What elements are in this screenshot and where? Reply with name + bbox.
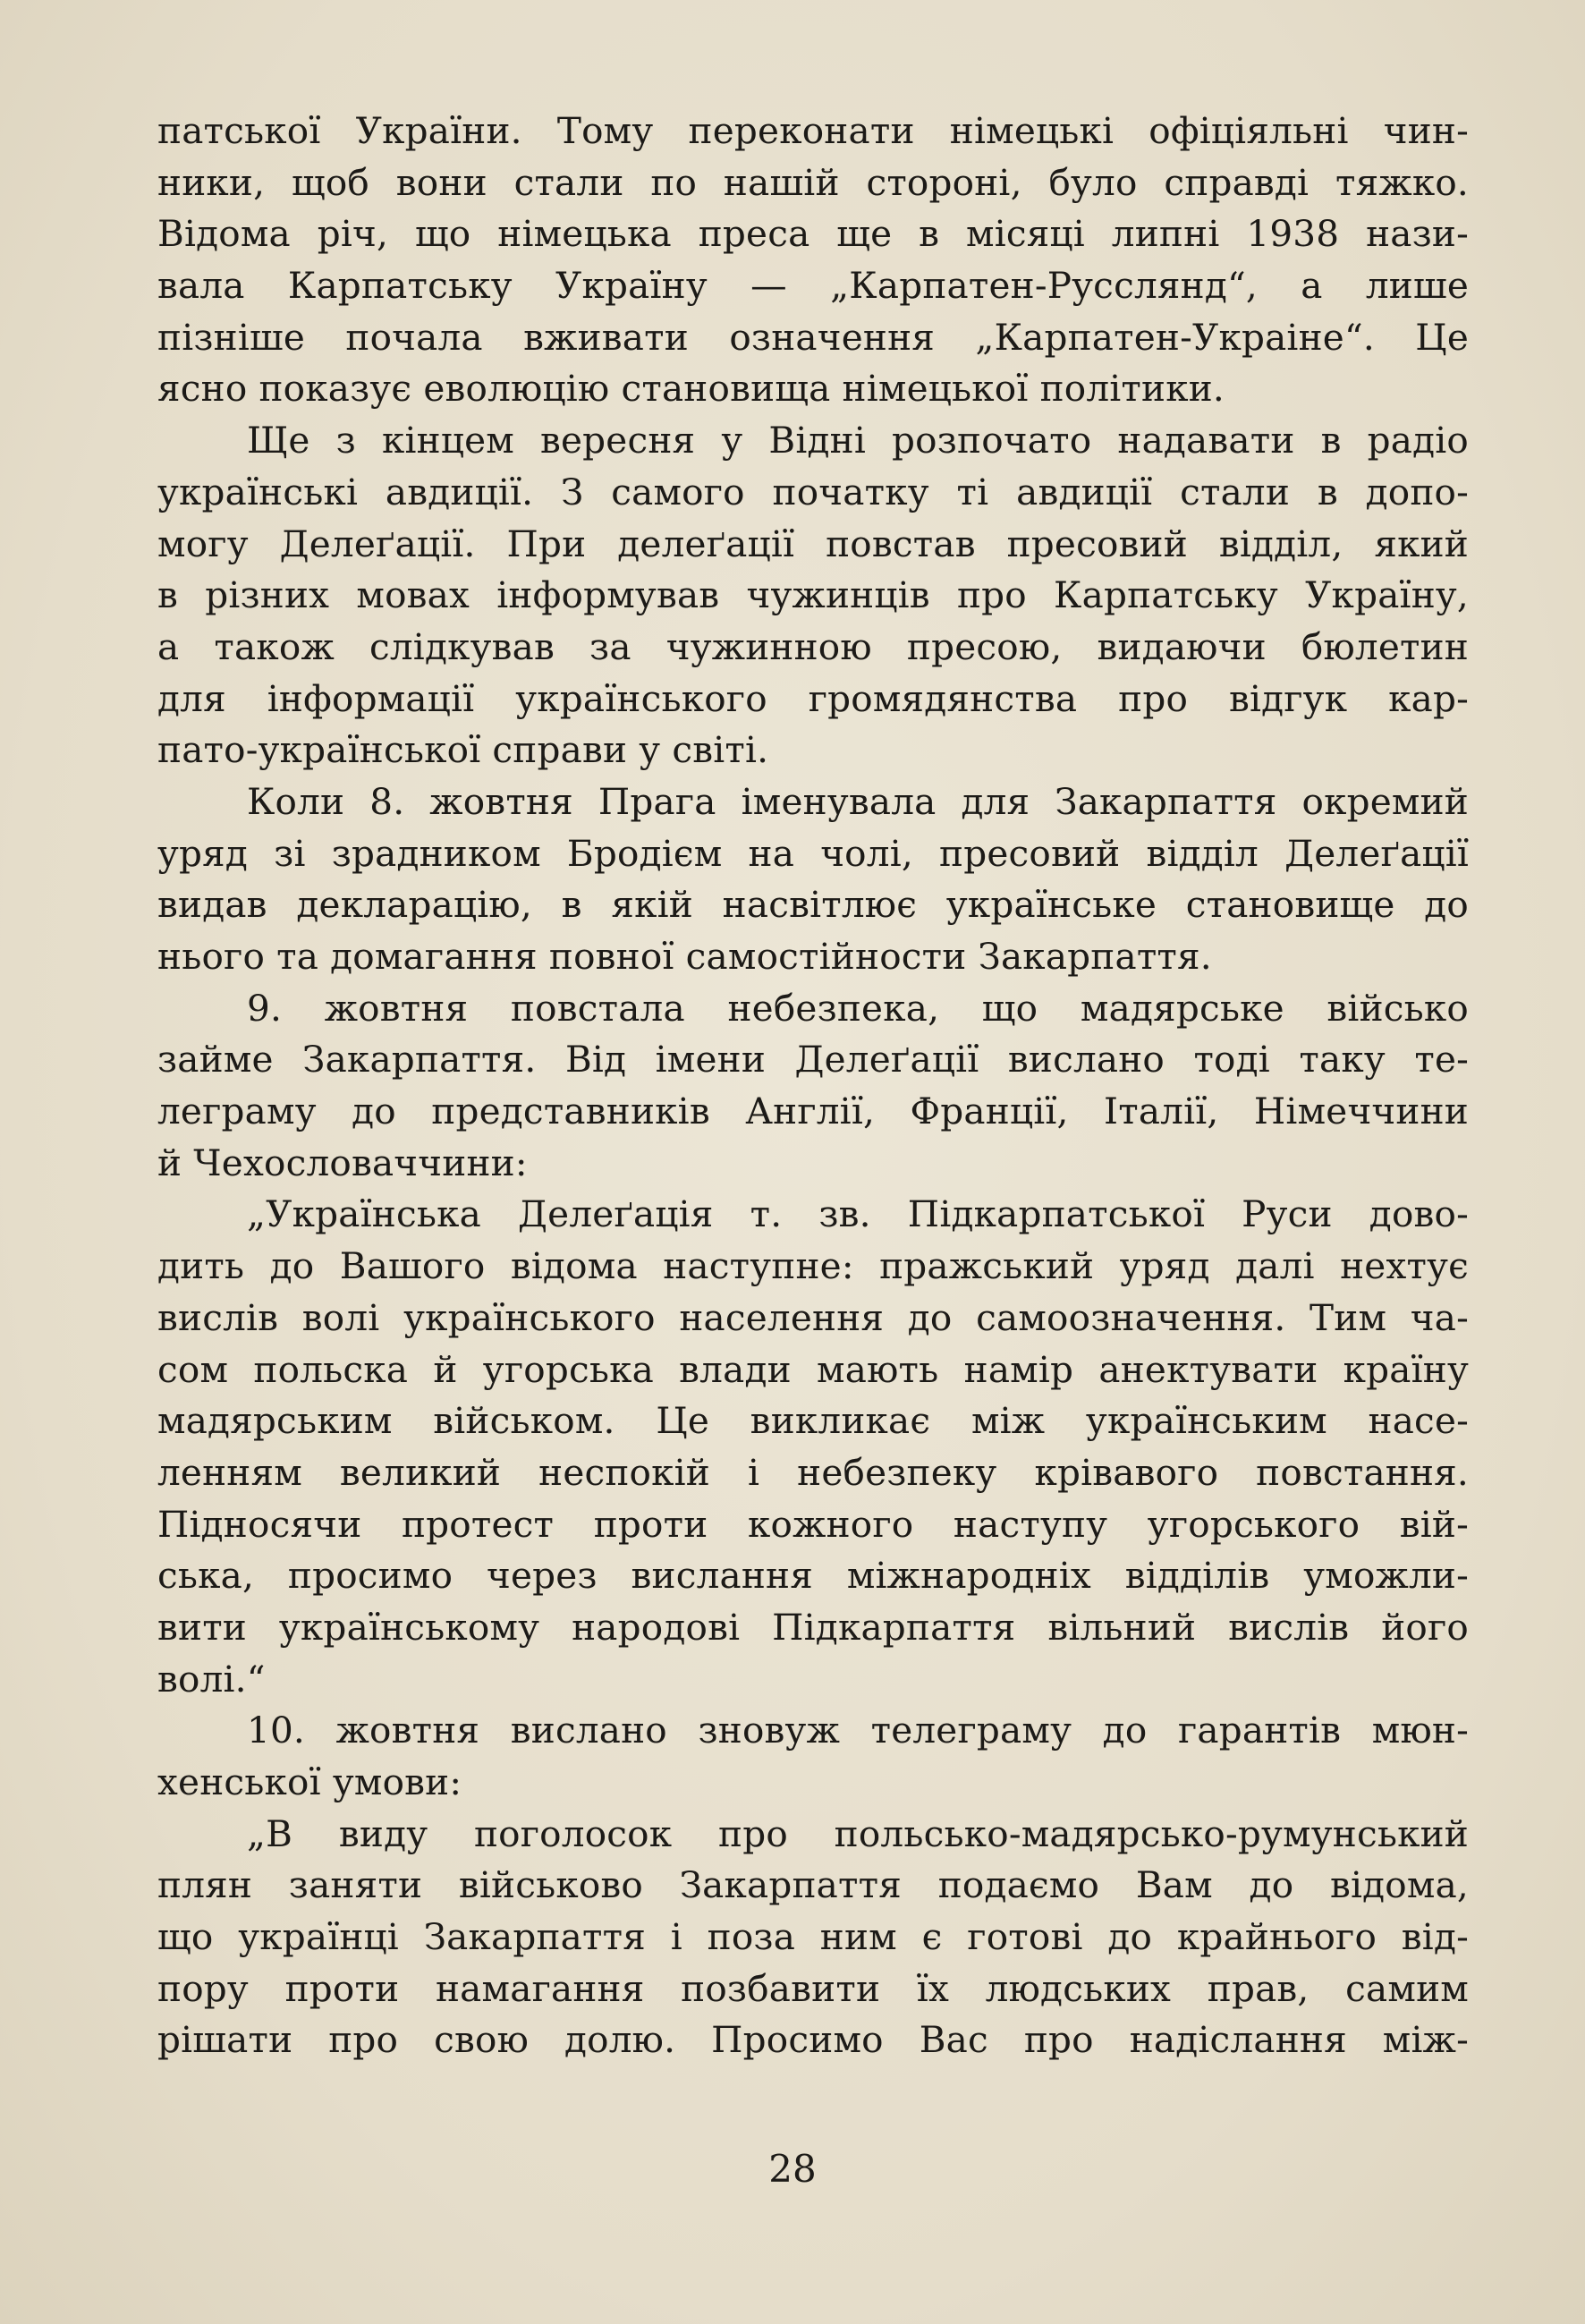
text-line: вити українському народові Підкарпаття вільний вислів його xyxy=(157,1605,1469,1649)
text-line: „В виду поголосок про польсько-мадярсько-румунський xyxy=(247,1811,1469,1855)
text-line: займе Закарпаття. Від імени Делеґації вислано тоді таку те- xyxy=(157,1038,1469,1081)
text-line: нього та домагання повної самостійности Закарпаття. xyxy=(157,935,1212,978)
text-line: Підносячи протест проти кожного наступу угорського вій- xyxy=(157,1502,1469,1546)
text-line: уряд зі зрадником Бродієм на чолі, пресовий відділ Делеґації xyxy=(157,831,1469,875)
text-line: вала Карпатську Україну — „Карпатен-Русслянд“, а лише xyxy=(157,264,1469,308)
text-line: мадярським військом. Це викликає між українським насе- xyxy=(157,1399,1469,1443)
text-line: волі.“ xyxy=(157,1657,266,1701)
text-line: українські авдиції. З самого початку ті авдиції стали в допо- xyxy=(157,470,1469,513)
text-line: леграму до представників Англії, Франції, Італії, Німеччини xyxy=(157,1090,1469,1133)
text-line: плян заняти військово Закарпаття подаємо Вам до відома, xyxy=(157,1863,1469,1907)
text-line: 9. жовтня повстала небезпека, що мадярське військо xyxy=(247,986,1469,1030)
text-line: рішати про свою долю. Просимо Вас про надіслання між- xyxy=(157,2018,1469,2062)
text-line: Ще з кінцем вересня у Відні розпочато надавати в радіо xyxy=(247,419,1469,462)
text-line: патської України. Тому переконати німецькі офіціяльні чин- xyxy=(157,109,1469,152)
text-line: й Чехословаччини: xyxy=(157,1141,528,1184)
text-line: ники, щоб вони стали по нашій стороні, було справді тяжко. xyxy=(157,160,1469,204)
text-line: сом польска й угорська влади мають намір анектувати країну xyxy=(157,1347,1469,1391)
text-line: „Українська Делеґація т. зв. Підкарпатської Руси дово- xyxy=(247,1192,1469,1236)
page-number: 28 xyxy=(768,2147,817,2191)
text-line: Коли 8. жовтня Прага іменувала для Закарпаття окремий xyxy=(247,779,1469,823)
text-line: а також слідкував за чужинною пресою, видаючи бюлетин xyxy=(157,624,1469,668)
text-line: пору проти намагання позбавити їх людських прав, самим xyxy=(157,1966,1469,2010)
text-line: пато-української справи у світі. xyxy=(157,728,769,772)
text-line: в різних мовах інформував чужинців про Карпатську Україну, xyxy=(157,573,1469,617)
text-line: хенської умови: xyxy=(157,1760,462,1803)
text-line: дить до Вашого відома наступне: пражський уряд далі нехтує xyxy=(157,1244,1469,1288)
text-line: ська, просимо через вислання міжнародніх відділів уможли- xyxy=(157,1554,1469,1598)
text-line: вислів волі українського населення до самоозначення. Тим ча- xyxy=(157,1295,1469,1339)
text-line: для інформації українського громядянства про відгук кар- xyxy=(157,676,1469,720)
text-line: пізніше почала вживати означення „Карпатен-Украіне“. Це xyxy=(157,315,1469,359)
text-line: Відома річ, що німецька преса ще в місяці липні 1938 нази- xyxy=(157,212,1469,256)
text-line: 10. жовтня вислано зновуж телеграму до гарантів мюн- xyxy=(247,1709,1469,1752)
text-line: що українці Закарпаття і поза ним є готові до крайнього від- xyxy=(157,1915,1469,1959)
text-line: видав декларацію, в якій насвітлює українське становище до xyxy=(157,883,1469,927)
text-line: ясно показує еволюцію становища німецької політики. xyxy=(157,367,1225,411)
text-line: могу Делеґації. При делеґації повстав пресовий відділ, який xyxy=(157,522,1469,565)
body-text xyxy=(157,106,1469,2066)
text-line: ленням великий неспокій і небезпеку крівавого повстання. xyxy=(157,1450,1469,1494)
